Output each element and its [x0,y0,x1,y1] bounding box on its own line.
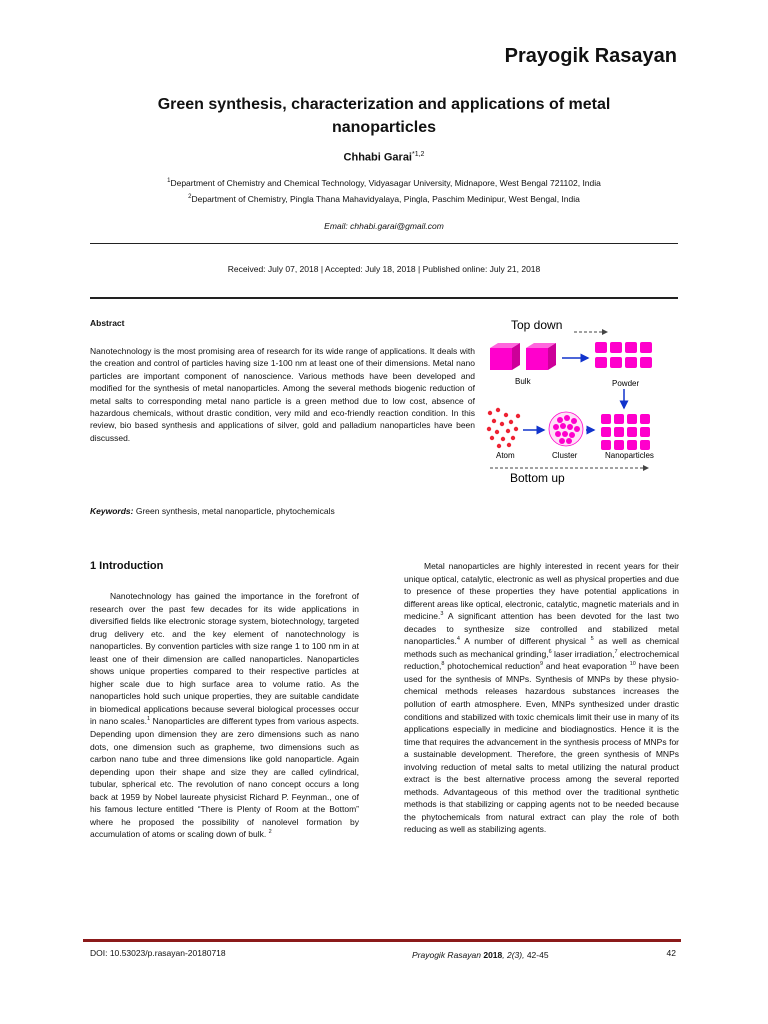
ref-5: 5 [590,636,594,643]
page-number: 42 [666,948,676,958]
author-name: Chhabi Garai [343,151,412,164]
col2-text-6: electrochemical reduction, [404,648,679,672]
ref-3: 3 [440,611,444,618]
aff2-sup: 2 [188,194,192,201]
paper-title [90,93,678,139]
col2-text-9: have been used for the synthesis of MNPs. Synthesis of MNPs by these physio-chemical methods releases hazardous substances increases the pollution of earth atmosphere. Even, MNPs synthesized under drastic conditions and stabilized with toxic chemicals limit their use in many of its applications especially in medicine and biodiagnostics. Hence it is the time that requires the advancement in the synthesis process of MNPs for a sustainable development. Therefore, the green synthesis of MNPs involving reduction of metal salts to metal utilizing the natural product extract is the best alternative process among the several reported methods. Advantageous of this method over the traditional synthetic methods is that stabilizing or capping agents not to be needed because the phytochemicals from natural extract can play the role of both reducing as well as stabilizing agents. [404,661,679,835]
col2-text-5: laser irradiation, [551,648,615,659]
ref-6: 6 [548,649,552,655]
title-line-2: nanoparticles [331,119,437,136]
ref-8: 8 [441,661,445,668]
aff1-text: Department of Chemistry and Chemical Technology, Vidyasagar University, Midnapore, West Bengal 721102, India [170,178,601,188]
graphical-abstract-figure [482,312,678,492]
footer-citation [412,950,549,960]
cite-journal: Prayogik Rasayan [412,950,481,960]
col2-text-3: A number of different physical [459,636,591,647]
cite-vol: , 2(3), [502,950,525,960]
footer-rule [83,939,681,942]
keywords-label: Keywords: [90,506,134,516]
col2-text-8: and heat evaporation [543,661,630,672]
dates-rule [90,297,678,299]
ref-10: 10 [629,661,636,668]
col1-text-1: Nanotechnology has gained the importance in the forefront of research over the past few decades for its wide applications in diversified fields like electronic storage system, biotechnology, targeted drug delivery etc. and the key element of nanotechnology is nanoparticles. By convention particles with size range 1 to 100 nm in at least one of their dimension are called nanoparticles. Nanoparticles shows unique properties compared to their respective particles at higher scale due to high surface area to volume ratio. As the nanoparticles hold such unique properties, they are suitable candidate in biomedical applications because several biological processes occur in nano scales. [90,591,359,727]
abstract-heading: Abstract [90,318,125,328]
affiliation-1 [90,178,678,188]
col2-text-4: as well as chemical methods such as mechanical grinding, [404,636,679,659]
col2-text-2: A significant attention has been devoted for the last two decades to synthesize size controlled and stabilized metal nanoparticles. [404,611,679,647]
ref-9: 9 [539,661,544,668]
aff1-sup: 1 [167,178,171,185]
col2-text-1: Metal nanoparticles are highly interested in recent years for their unique optical, catalytic, electronic as well as physical properties and due to presence of these properties they have potential applications in different areas like optical, electronic, catalytic, magnetic materials and in medicine. [404,561,679,622]
nanoparticles-label: Nanoparticles [605,451,654,460]
title-line-1: Green synthesis, characterization and applications of metal [157,96,611,113]
cite-year: 2018 [480,950,503,960]
section-heading: 1 Introduction [90,560,164,572]
atom-dots [487,408,520,448]
nanoparticle-grid [601,414,650,450]
email: Email: chhabi.garai@gmail.com [324,221,444,231]
keywords [90,506,335,516]
powder-grid [595,342,652,368]
ref-2: 2 [268,829,272,836]
affiliation-2 [90,194,678,204]
bulk-cubes [490,343,556,370]
author-sup: *1,2 [412,151,425,158]
bulk-label: Bulk [515,377,531,386]
header-rule [90,243,678,244]
cluster [549,412,583,446]
ref-1: 1 [147,716,151,723]
abstract-text: Nanotechnology is the most promising area of research for its wide range of applications. It deals with the creation and control of particles having size 1-100 nm at least one of their dimensions. Metal nano particles are important component of nanoscience. Various methods have been developed and modified for the synthesis of metal nanoparticles. Among the several methods biogenic reduction of metal salts to corresponding metal nano particle is a green method due to low cost, absence of hazardous chemicals, without drastic condition, very mild and eco-friendly reaction condition. In this review, bio based synthesis and applications of silver, gold and palladium nanoparticles have been discussed. [90,346,475,443]
col2-text-7: photochemical reduction [444,661,540,672]
powder-label: Powder [612,379,640,388]
footer-doi: DOI: 10.53023/p.rasayan-20180718 [90,948,226,958]
journal-name: Prayogik Rasayan [504,45,677,67]
intro-column-left [90,590,359,841]
bottom-up-label: Bottom up [510,471,565,485]
ref-7: 7 [614,649,618,655]
intro-column-right [404,560,679,836]
author [90,151,678,164]
top-down-label: Top down [511,318,563,332]
publication-dates: Received: July 07, 2018 | Accepted: July 18, 2018 | Published online: July 21, 2018 [227,264,541,274]
col1-text-2: Nanoparticles are different types from various aspects. Depending upon dimension they are zero dimensions such as nano dots, one dimension such as grapheme, two dimensions such as carbon nano tube and three dimensions like gold nanoparticle. Again depending upon their shape and size they are called cylindrical, tubular, spherical etc. The revolution of nano concept occurs a long back at 1959 by Nobel laureate physicist Richard P. Feynman., one of his famous lecture entitled “There is Plenty of Room at the Bottom” where he proposed the possibility of nanolevel formation by accumulation of atoms or scaling down of bulk. [90,716,360,840]
cluster-label: Cluster [552,451,578,460]
keywords-text: Green synthesis, metal nanoparticle, phytochemicals [133,506,335,516]
cite-pages: 42-45 [524,950,549,960]
ref-4: 4 [456,636,460,643]
atom-label: Atom [496,451,515,460]
aff2-text: Department of Chemistry, Pingla Thana Mahavidyalaya, Pingla, Paschim Medinipur, West Bengal, India [191,194,580,204]
